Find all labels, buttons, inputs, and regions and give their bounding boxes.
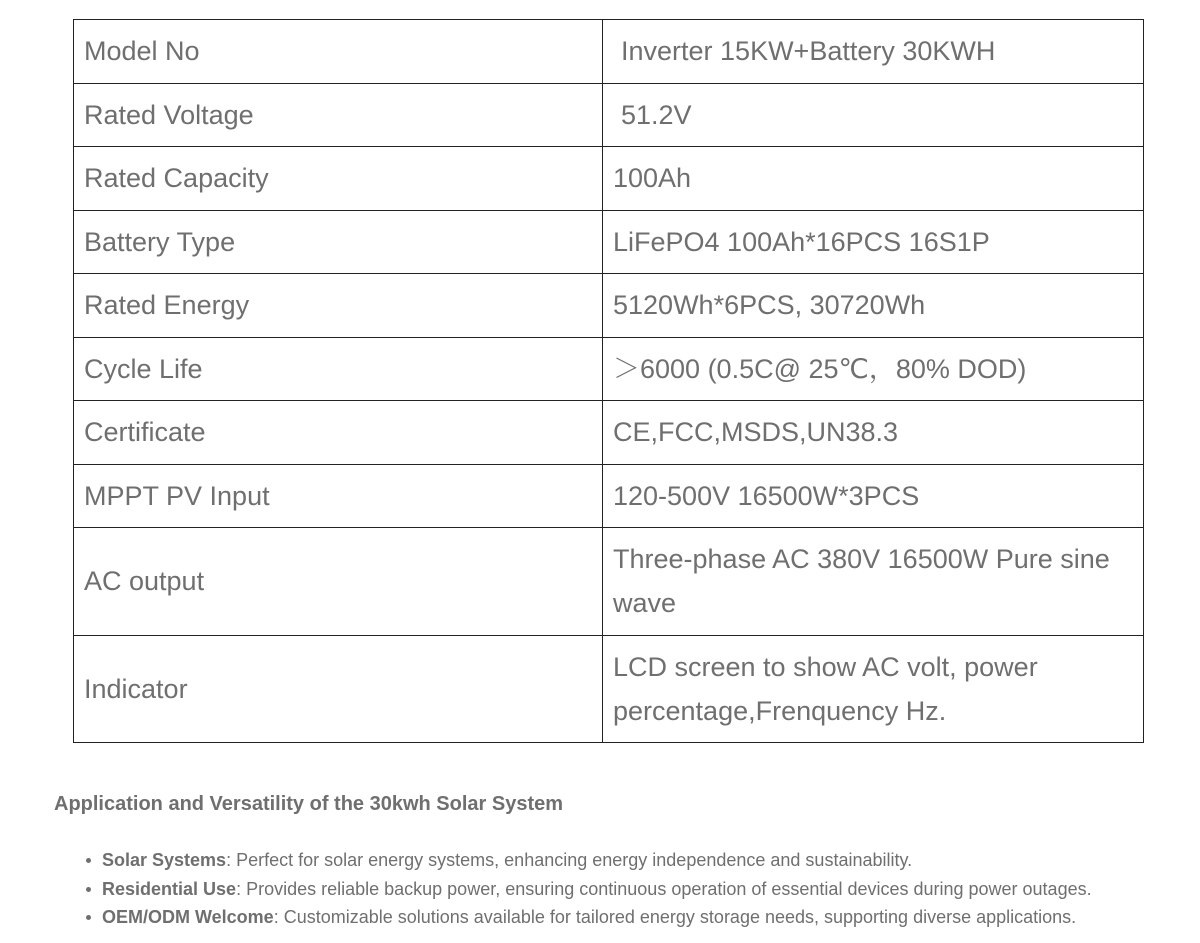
spec-label: Cycle Life: [74, 337, 603, 401]
spec-value: 51.2V: [603, 83, 1144, 147]
spec-label: Battery Type: [74, 210, 603, 274]
list-item: [102, 846, 1092, 875]
table-row: [74, 20, 1144, 84]
spec-label: Rated Voltage: [74, 83, 603, 147]
spec-label: Certificate: [74, 401, 603, 465]
table-row: [74, 83, 1144, 147]
feature-text: : Provides reliable backup power, ensuring continuous operation of essential devices during power outages.: [236, 878, 1092, 899]
feature-title: Residential Use: [102, 878, 237, 899]
spec-label: MPPT PV Input: [74, 464, 603, 528]
spec-value: LCD screen to show AC volt, power percentage,Frenquency Hz.: [603, 635, 1144, 743]
feature-title: OEM/ODM Welcome: [102, 907, 274, 927]
table-row: [74, 274, 1144, 338]
spec-value: CE,FCC,MSDS,UN38.3: [603, 401, 1144, 465]
feature-list: [102, 846, 1092, 932]
table-row: [74, 401, 1144, 465]
spec-label: AC output: [74, 528, 603, 636]
feature-text: : Customizable solutions available for tailored energy storage needs, supporting diverse applications.: [273, 907, 1077, 927]
feature-title: Solar Systems: [102, 850, 227, 870]
spec-value: LiFePO4 100Ah*16PCS 16S1P: [603, 210, 1144, 274]
spec-label: Model No: [74, 20, 603, 84]
spec-value: 5120Wh*6PCS, 30720Wh: [603, 274, 1144, 338]
spec-value: 120-500V 16500W*3PCS: [603, 464, 1144, 528]
spec-label: Rated Capacity: [74, 147, 603, 211]
table-row: [74, 464, 1144, 528]
table-row: [74, 337, 1144, 401]
list-item: [102, 875, 1092, 904]
spec-label: Indicator: [74, 635, 603, 743]
list-item: [102, 903, 1092, 932]
spec-value: Inverter 15KW+Battery 30KWH: [603, 20, 1144, 84]
table-row: [74, 528, 1144, 636]
table-row: [74, 635, 1144, 743]
section-heading: Application and Versatility of the 30kwh Solar System: [54, 793, 564, 815]
spec-value: Three-phase AC 380V 16500W Pure sine wave: [603, 528, 1144, 636]
table-row: [74, 147, 1144, 211]
spec-value: 100Ah: [603, 147, 1144, 211]
table-row: [74, 210, 1144, 274]
spec-label: Rated Energy: [74, 274, 603, 338]
spec-value: ＞6000 (0.5C@ 25℃，80% DOD): [603, 337, 1144, 401]
feature-text: : Perfect for solar energy systems, enhancing energy independence and sustainability.: [226, 850, 913, 870]
spec-table: [73, 19, 1144, 743]
